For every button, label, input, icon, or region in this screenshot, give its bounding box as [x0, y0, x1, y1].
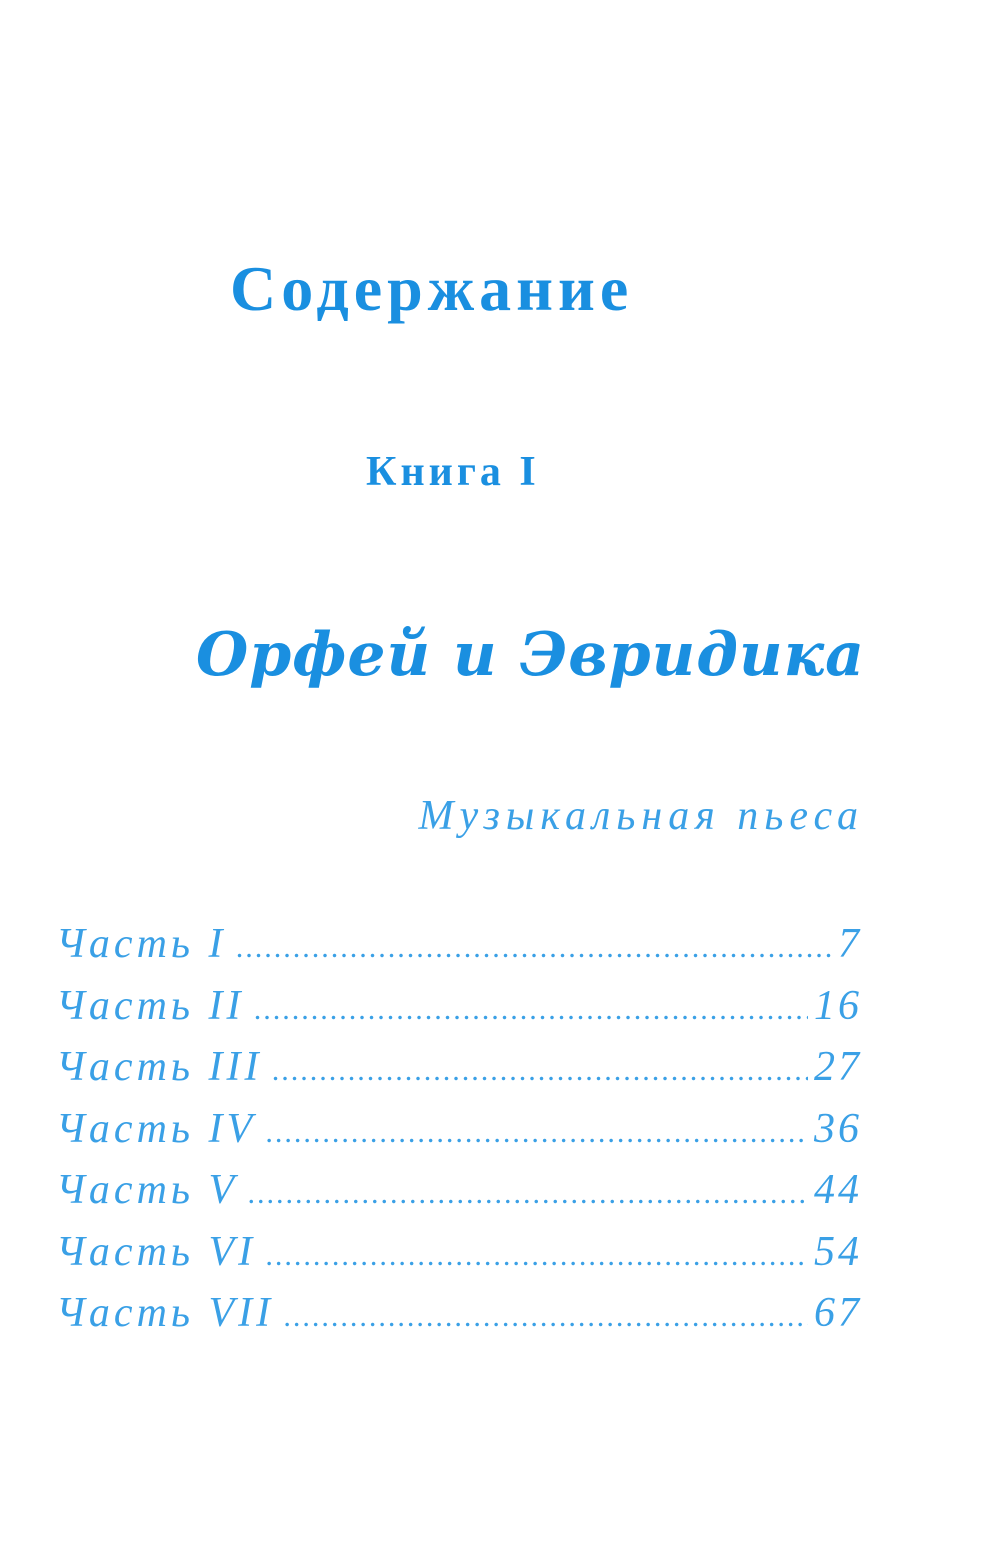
toc-entry-part-7[interactable] — [56, 1289, 862, 1351]
toc-entry-label: Часть III — [56, 1044, 263, 1090]
toc-entry-page: 36 — [814, 1105, 862, 1152]
toc-entry-page: 67 — [814, 1290, 862, 1336]
toc-entry-part-1[interactable] — [56, 920, 862, 982]
toc-entry-part-4[interactable] — [56, 1105, 862, 1167]
toc-leader-dots — [266, 1116, 808, 1150]
toc-entry-part-6[interactable] — [56, 1228, 862, 1290]
toc-leader-dots — [266, 1239, 808, 1273]
toc-entry-page: 54 — [814, 1228, 862, 1275]
work-subtitle: Музыкальная пьеса — [418, 793, 864, 839]
toc-entry-label: Часть V — [56, 1167, 239, 1213]
work-title: Орфей и Эвридика — [196, 620, 866, 690]
toc-entry-label: Часть VI — [56, 1228, 257, 1275]
toc-leader-dots — [248, 1177, 808, 1211]
table-of-contents — [56, 920, 862, 1351]
toc-leader-dots — [272, 1054, 808, 1088]
toc-entry-label: Часть I — [56, 921, 227, 967]
toc-leader-dots — [237, 931, 832, 965]
toc-entry-page: 7 — [838, 921, 862, 967]
toc-entry-label: Часть VII — [56, 1290, 275, 1336]
toc-entry-page: 44 — [814, 1167, 862, 1213]
toc-entry-part-3[interactable] — [56, 1043, 862, 1105]
toc-entry-page: 27 — [814, 1044, 862, 1090]
toc-leader-dots — [255, 993, 809, 1027]
toc-entry-part-5[interactable] — [56, 1166, 862, 1228]
toc-entry-part-2[interactable] — [56, 982, 862, 1044]
toc-entry-label: Часть II — [56, 982, 245, 1029]
page-title: Содержание — [230, 253, 634, 324]
toc-entry-label: Часть IV — [56, 1105, 257, 1152]
toc-entry-page: 16 — [814, 982, 862, 1029]
toc-leader-dots — [284, 1300, 808, 1334]
book-heading: Книга I — [366, 449, 540, 495]
